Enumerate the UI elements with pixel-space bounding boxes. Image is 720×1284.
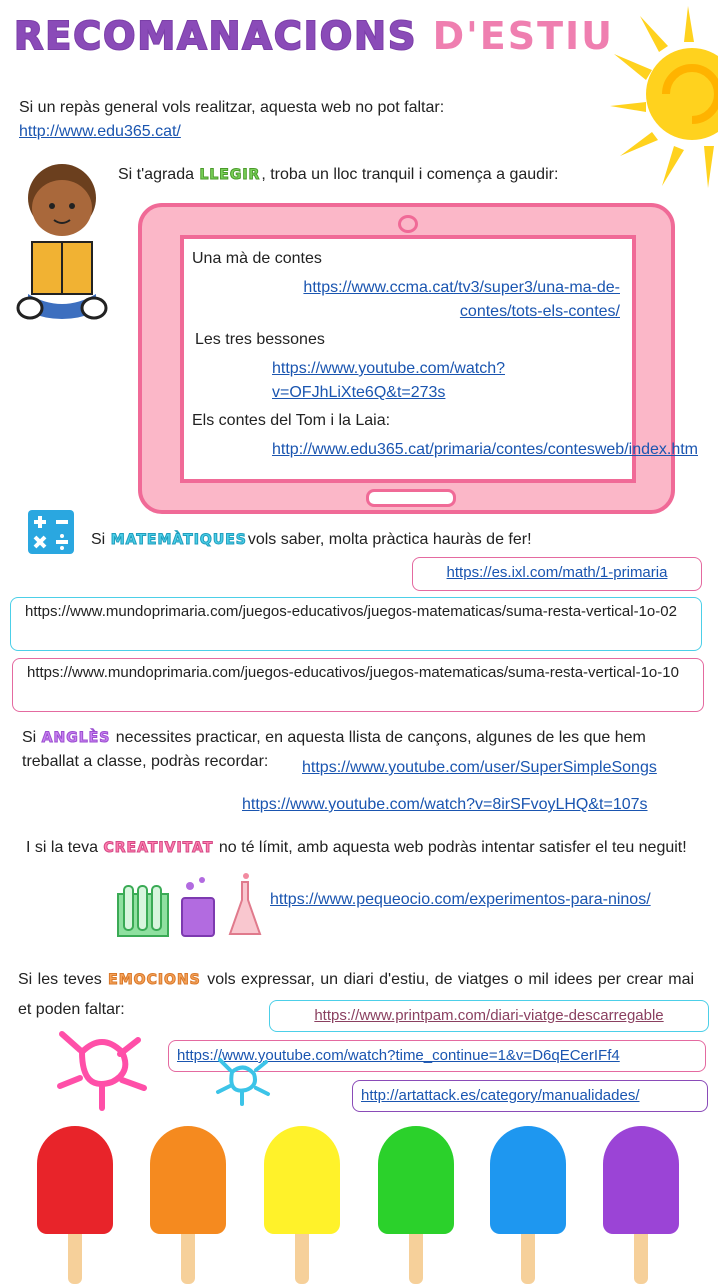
keyword-llegir: LLEGIR bbox=[199, 167, 261, 183]
popsicle-stick bbox=[181, 1234, 195, 1284]
popsicle-icon bbox=[603, 1126, 679, 1234]
english-intro: Si ANGLÈS necessites practicar, en aquesta llista de cançons, algunes de les que hem treballat a classe, podràs recordar: bbox=[22, 729, 646, 770]
page-title bbox=[14, 14, 614, 58]
reading-item-link[interactable]: http://www.edu365.cat/primaria/contes/contesweb/index.htm bbox=[272, 441, 698, 458]
paint-splash-icon bbox=[214, 1054, 272, 1106]
popsicle-stick bbox=[634, 1234, 648, 1284]
reading-item-link[interactable]: https://www.ccma.cat/tv3/super3/una-ma-de-contes/tots-els-contes/ bbox=[303, 279, 620, 320]
english-link[interactable]: https://www.youtube.com/user/SuperSimpleSongs bbox=[302, 759, 657, 776]
emotions-link[interactable]: https://www.printpam.com/diari-viatge-descarregable bbox=[314, 1007, 664, 1024]
popsicle-icon bbox=[490, 1126, 566, 1234]
emotions-link-box bbox=[352, 1080, 708, 1112]
popsicle-icon bbox=[37, 1126, 113, 1234]
creativity-intro: I si la teva CREATIVITAT no té límit, amb aquesta web podràs intentar satisfer el teu neguit! bbox=[26, 839, 687, 856]
maths-link-box bbox=[10, 597, 702, 651]
intro-text bbox=[19, 96, 597, 144]
english-link-row bbox=[302, 756, 657, 780]
reading-intro: Si t'agrada LLEGIR, troba un lloc tranquil i comença a gaudir: bbox=[118, 166, 559, 183]
reading-item-label: Una mà de contes bbox=[192, 250, 322, 267]
english-link[interactable]: https://www.youtube.com/watch?v=8irSFvoyLHQ&t=107s bbox=[242, 796, 648, 813]
keyword-angles: ANGLÈS bbox=[41, 730, 111, 746]
creativity-link[interactable]: https://www.pequeocio.com/experimentos-para-ninos/ bbox=[270, 891, 651, 908]
popsicle-stick bbox=[409, 1234, 423, 1284]
creativity-link-row bbox=[270, 888, 651, 912]
paint-splash-icon bbox=[52, 1022, 152, 1112]
maths-link[interactable]: https://www.mundoprimaria.com/juegos-educativos/juegos-matematicas/suma-resta-vertical-1o-02 bbox=[25, 603, 677, 620]
title-part-1: RECOMANACIONS bbox=[14, 14, 418, 58]
popsicle-stick bbox=[295, 1234, 309, 1284]
emotions-link[interactable]: http://artattack.es/category/manualidades/ bbox=[361, 1087, 640, 1104]
reading-item-label: Les tres bessones bbox=[195, 331, 325, 348]
calculator-icon bbox=[28, 510, 74, 554]
keyword-emocions: EMOCIONS bbox=[108, 972, 201, 988]
maths-link-box bbox=[412, 557, 702, 591]
popsicle-stick bbox=[68, 1234, 82, 1284]
maths-link-box bbox=[12, 658, 704, 712]
emotions-intro: Si les teves EMOCIONS vols expressar, un diari d'estiu, de viatges o mil idees per crear mai et poden faltar: bbox=[18, 971, 695, 1018]
popsicle-stick bbox=[521, 1234, 535, 1284]
reading-item-label: Els contes del Tom i la Laia: bbox=[192, 412, 391, 429]
reading-item-link[interactable]: https://www.youtube.com/watch?v=OFJhLiXte6Q&t=273s bbox=[272, 360, 505, 401]
popsicle-icon bbox=[264, 1126, 340, 1234]
emotions-link[interactable]: https://www.youtube.com/watch?time_continue=1&v=D6qECerIFf4 bbox=[177, 1047, 620, 1064]
title-part-2: D'ESTIU bbox=[432, 14, 615, 58]
keyword-creativitat: CREATIVITAT bbox=[103, 840, 214, 856]
english-link-row bbox=[242, 793, 648, 817]
reading-boy-icon bbox=[14, 158, 110, 324]
lab-flasks-icon bbox=[116, 872, 266, 938]
popsicle-icon bbox=[378, 1126, 454, 1234]
reading-list bbox=[192, 247, 698, 462]
maths-link[interactable]: https://www.mundoprimaria.com/juegos-educativos/juegos-matematicas/suma-resta-vertical-1o-10 bbox=[27, 664, 679, 681]
popsicle-icon bbox=[150, 1126, 226, 1234]
keyword-matematiques: MATEMÀTIQUES bbox=[110, 532, 247, 548]
maths-intro: Si MATEMÀTIQUESvols saber, molta pràctica hauràs de fer! bbox=[91, 531, 532, 548]
emotions-link-box bbox=[269, 1000, 709, 1032]
maths-link[interactable]: https://es.ixl.com/math/1-primaria bbox=[446, 564, 668, 581]
intro-link[interactable]: http://www.edu365.cat/ bbox=[19, 123, 181, 140]
intro-sentence: Si un repàs general vols realitzar, aquesta web no pot faltar: bbox=[19, 99, 445, 116]
